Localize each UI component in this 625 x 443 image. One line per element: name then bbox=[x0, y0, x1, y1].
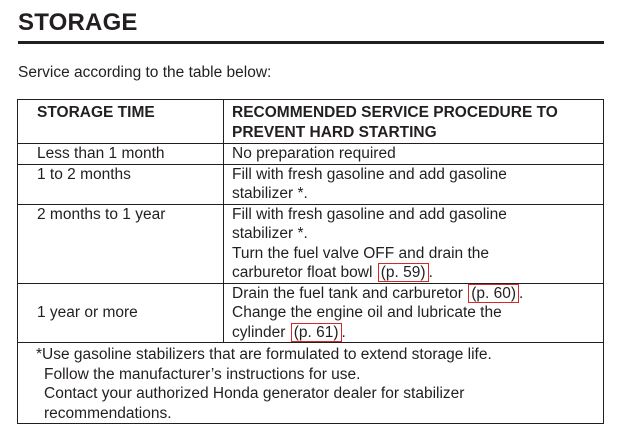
procedure-line bbox=[232, 263, 603, 283]
storage-time-text: 2 months to 1 year bbox=[37, 205, 166, 223]
header-procedure-line: PREVENT HARD STARTING bbox=[232, 123, 437, 141]
page-reference-link[interactable]: (p. 59) bbox=[378, 263, 429, 282]
procedure-line: stabilizer *. bbox=[232, 225, 308, 242]
note-line: Follow the manufacturer’s instructions for use. bbox=[44, 365, 361, 383]
storage-time-text: 1 year or more bbox=[37, 304, 138, 321]
intro-text: Service according to the table below: bbox=[18, 64, 272, 81]
header-procedure-line: RECOMMENDED SERVICE PROCEDURE TO bbox=[232, 104, 558, 121]
note-line: recommendations. bbox=[44, 404, 172, 422]
punctuation: . bbox=[428, 264, 433, 281]
title-divider bbox=[18, 41, 604, 44]
procedure-line bbox=[232, 284, 603, 304]
storage-time-cell bbox=[18, 164, 224, 204]
procedure-line: No preparation required bbox=[232, 145, 396, 162]
procedure-line: Turn the fuel valve OFF and drain the bbox=[232, 244, 490, 262]
procedure-cell bbox=[224, 283, 604, 343]
procedure-cell bbox=[224, 144, 604, 165]
note-line: *Use gasoline stabilizers that are formulated to extend storage life. bbox=[36, 346, 492, 363]
page-reference-link[interactable]: (p. 61) bbox=[291, 323, 342, 342]
procedure-text: Drain the fuel tank and carburetor bbox=[232, 284, 463, 302]
procedure-line: Fill with fresh gasoline and add gasoline bbox=[232, 205, 507, 223]
table-row bbox=[18, 144, 604, 165]
table-row bbox=[18, 204, 604, 283]
storage-time-cell bbox=[18, 283, 224, 343]
punctuation: . bbox=[519, 284, 524, 302]
storage-time-cell: Less than 1 month bbox=[18, 144, 224, 165]
procedure-cell bbox=[224, 164, 604, 204]
procedure-line: Fill with fresh gasoline and add gasoline bbox=[232, 165, 507, 183]
procedure-line bbox=[232, 323, 603, 343]
header-procedure bbox=[224, 100, 604, 144]
storage-time-cell bbox=[18, 204, 224, 283]
table-row bbox=[18, 283, 604, 343]
table-header-row bbox=[18, 100, 604, 144]
header-storage-time: STORAGE TIME bbox=[18, 100, 224, 144]
table-row bbox=[18, 164, 604, 204]
punctuation: . bbox=[341, 323, 346, 341]
page-title: STORAGE bbox=[18, 9, 138, 36]
procedure-text: carburetor float bowl bbox=[232, 264, 373, 281]
page-reference-link[interactable]: (p. 60) bbox=[468, 284, 519, 303]
procedure-line: stabilizer *. bbox=[232, 185, 308, 202]
storage-time-text: 1 to 2 months bbox=[37, 165, 131, 183]
note-line: Contact your authorized Honda generator dealer for stabilizer bbox=[44, 385, 465, 402]
procedure-line: Change the engine oil and lubricate the bbox=[232, 304, 502, 321]
table-note-row bbox=[18, 343, 604, 424]
storage-table bbox=[17, 99, 604, 424]
stabilizer-note bbox=[18, 343, 604, 424]
procedure-cell bbox=[224, 204, 604, 283]
procedure-text: cylinder bbox=[232, 323, 286, 341]
